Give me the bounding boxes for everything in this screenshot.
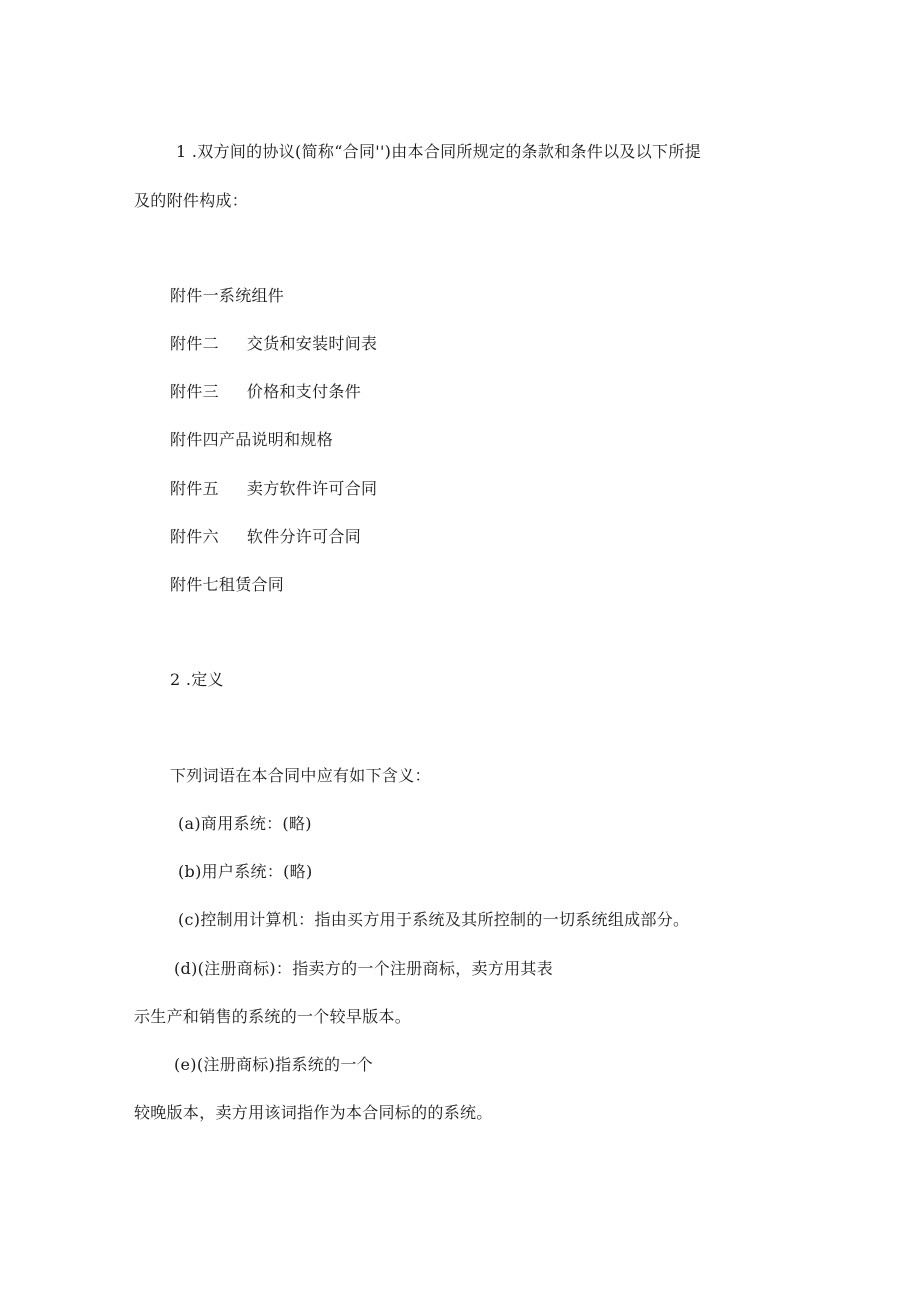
- appendix-title: 交货和安装时间表: [246, 334, 378, 353]
- appendix-label: 附件六: [170, 527, 219, 546]
- appendix-4: [170, 430, 333, 450]
- appendix-label: 附件五: [170, 479, 219, 498]
- appendix-title: 产品说明和规格: [218, 430, 334, 449]
- section-2-heading: 2 .定义: [170, 670, 224, 689]
- appendix-label: 附件二: [170, 334, 219, 353]
- definition-a: (a)商用系统：(略): [178, 814, 312, 833]
- definition-e-line-1: (e)(注册商标)指系统的一个: [174, 1055, 373, 1074]
- appendix-title: 系统组件: [218, 286, 285, 305]
- definition-e-line-2: 较晚版本，卖方用该词指作为本合同标的的系统。: [134, 1103, 493, 1122]
- definition-d-line-1: (d)(注册商标)：指卖方的一个注册商标，卖方用其表: [174, 959, 554, 978]
- appendix-title: 卖方软件许可合同: [246, 479, 378, 498]
- clause-1-line-2: 及的附件构成：: [134, 191, 249, 210]
- appendix-label: 附件四: [170, 430, 219, 449]
- appendix-1: [170, 286, 284, 306]
- appendix-label: 附件七: [170, 575, 219, 594]
- appendix-label: 附件一: [170, 286, 219, 305]
- appendix-5: [170, 479, 377, 499]
- definition-c: (c)控制用计算机：指由买方用于系统及其所控制的一切系统组成部分。: [178, 910, 690, 929]
- appendix-title: 软件分许可合同: [246, 527, 362, 546]
- clause-1-line-1: 1 .双方间的协议(简称“合同'')由本合同所规定的条款和条件以及以下所提: [176, 142, 701, 161]
- appendix-3: [170, 382, 361, 402]
- appendix-7: [170, 575, 284, 595]
- definition-b: (b)用户系统：(略): [178, 862, 313, 881]
- appendix-label: 附件三: [170, 382, 219, 401]
- appendix-title: 租赁合同: [218, 575, 285, 594]
- definitions-intro: 下列词语在本合同中应有如下含义：: [170, 766, 431, 785]
- appendix-title: 价格和支付条件: [246, 382, 362, 401]
- appendix-6: [170, 527, 361, 547]
- definition-d-line-2: 示生产和销售的系统的一个较早版本。: [134, 1007, 412, 1026]
- appendix-2: [170, 334, 377, 354]
